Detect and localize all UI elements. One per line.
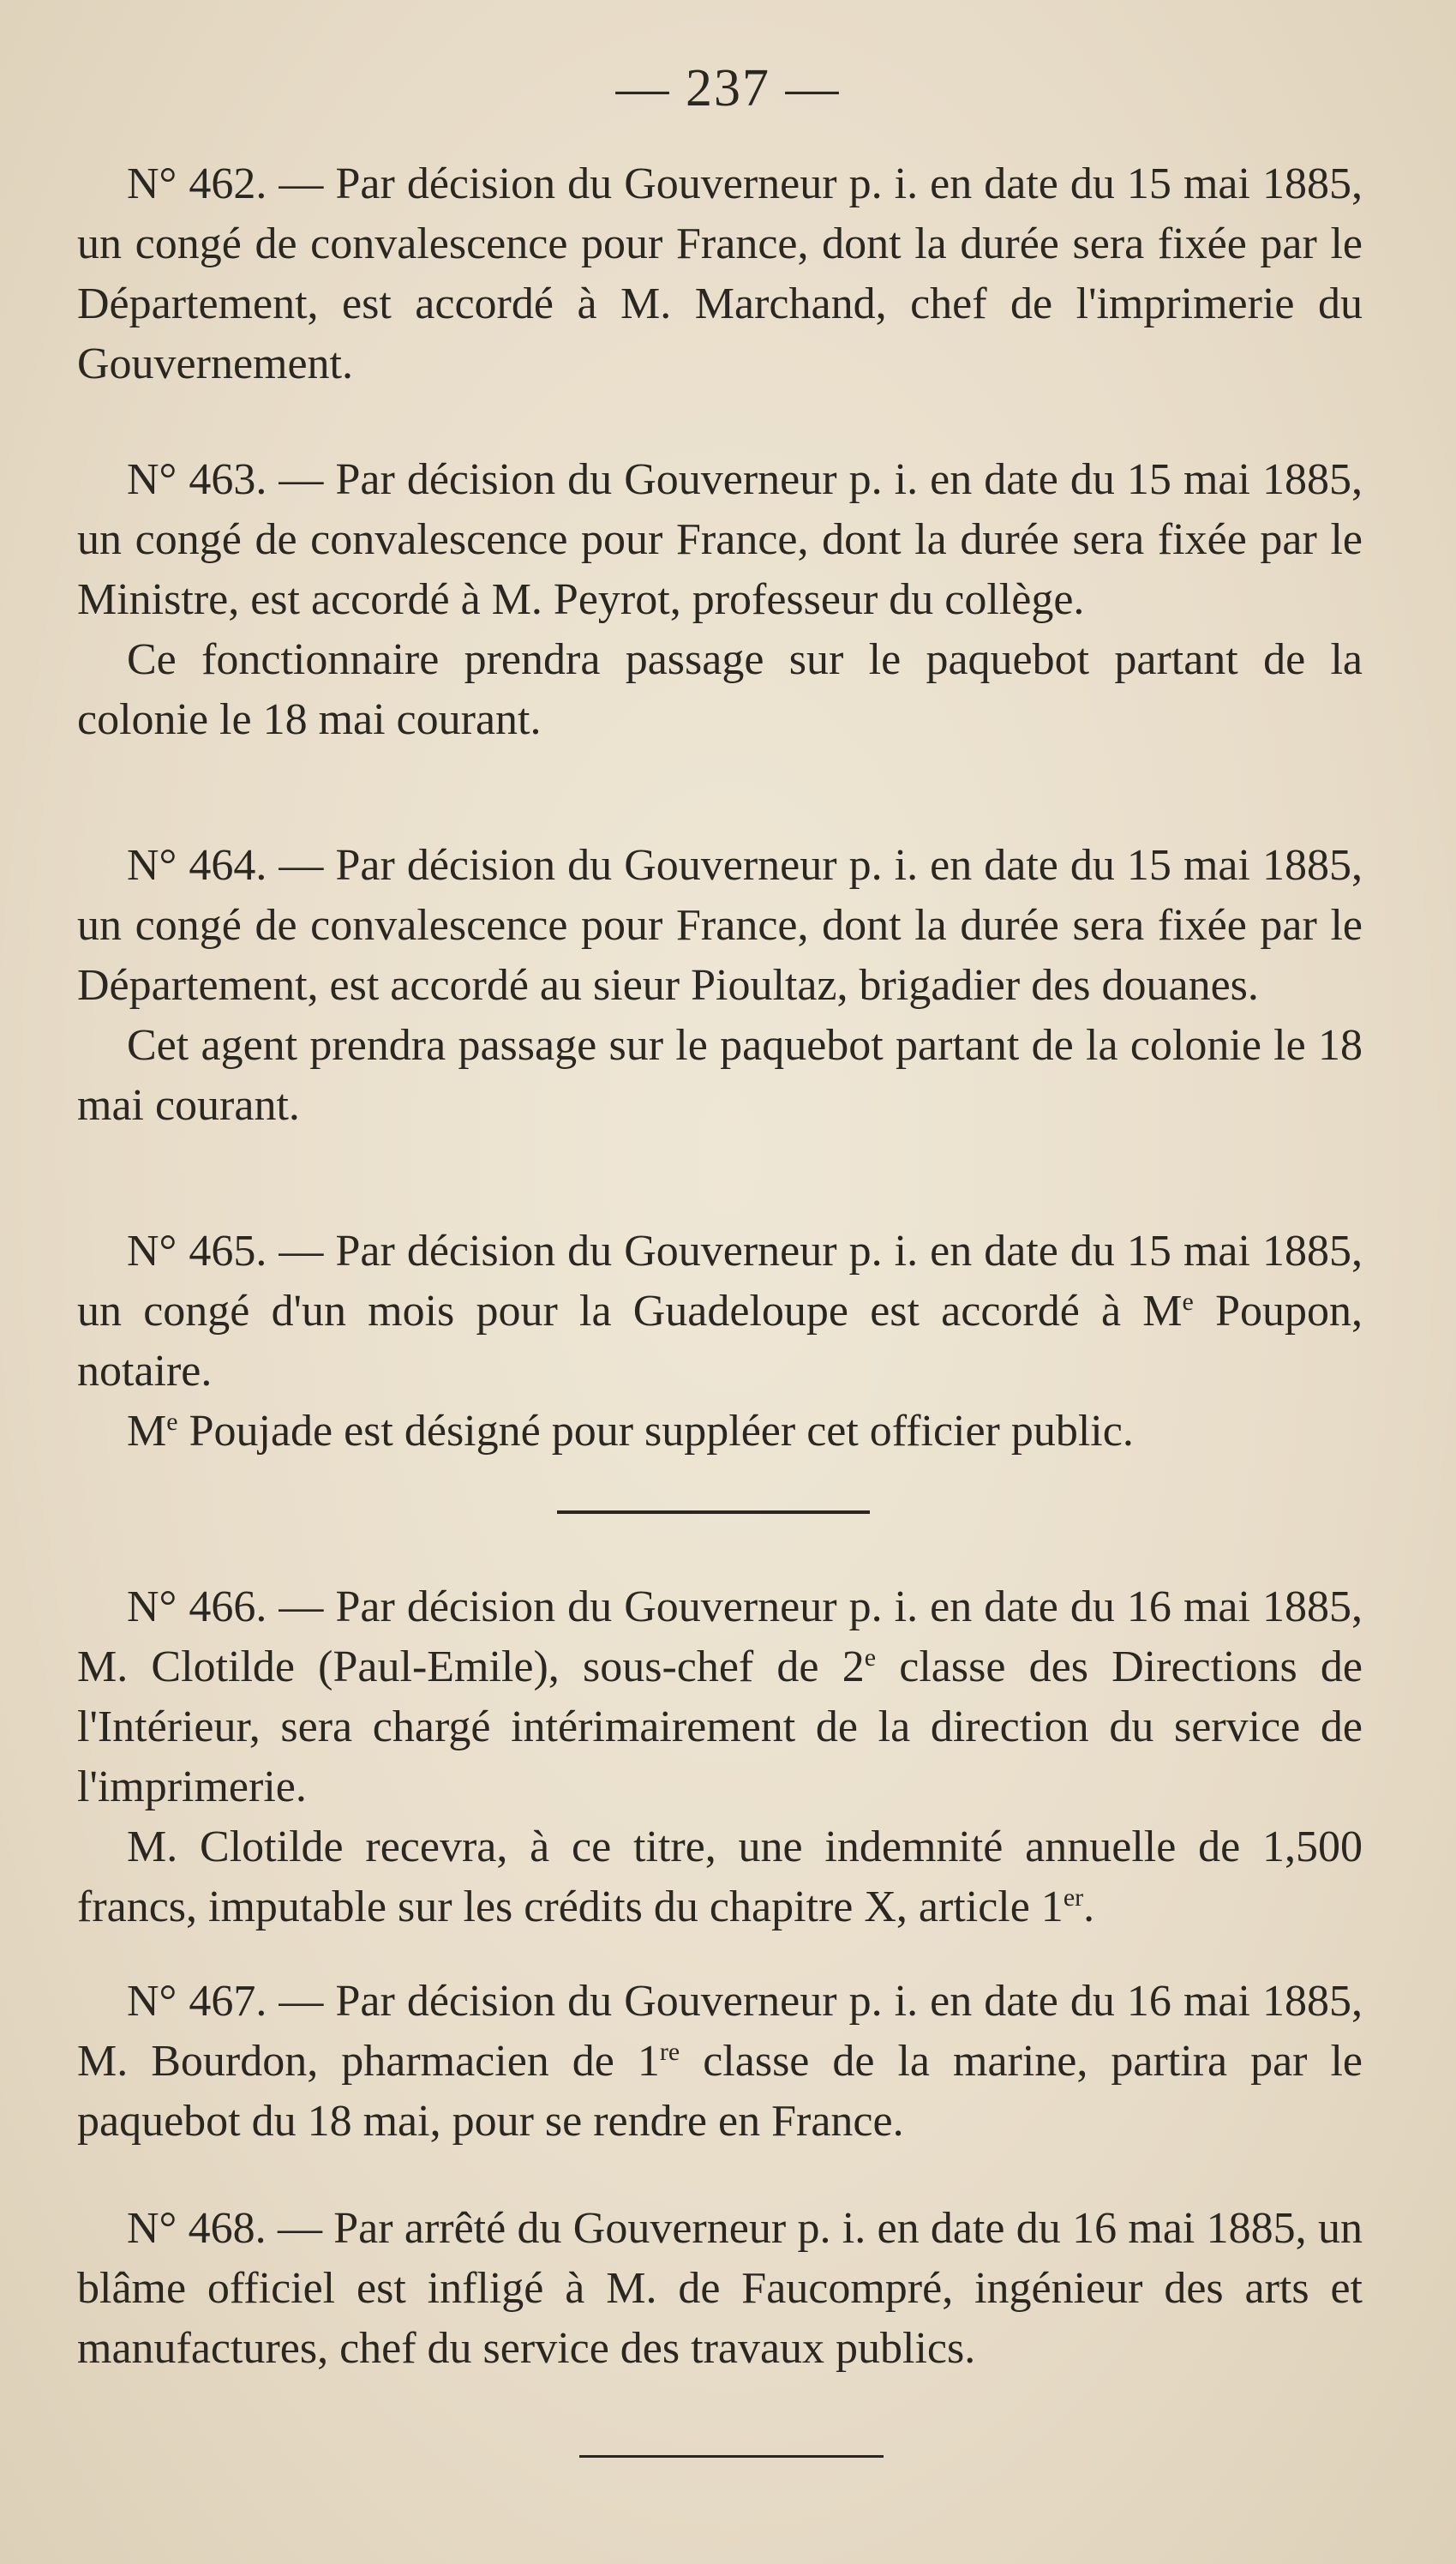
entry-paragraph (77, 1402, 1363, 1462)
entry-466 (77, 1577, 1363, 1937)
entry-paragraph: N° 462. — Par décision du Gouverneur p. i. en date du 15 mai 1885, un congé de convalescence pour France, dont la durée sera fixée par le Département, est accordé à M. Marchand, chef de l'imprimerie du Gouvernement. (77, 159, 1363, 388)
entry-paragraph (77, 1817, 1363, 1937)
entry-464 (77, 836, 1363, 1136)
page-number: — 237 — (615, 59, 841, 117)
entry-462 (77, 154, 1363, 394)
entry-paragraph: N° 468. — Par arrêté du Gouverneur p. i. en date du 16 mai 1885, un blâme officiel est infligé à M. de Faucompré, ingénieur des arts et manufactures, chef du service des travaux publics. (77, 2204, 1363, 2373)
section-divider (557, 1510, 870, 1514)
entry-paragraph: Cet agent prendra passage sur le paquebot partant de la colonie le 18 mai courant. (77, 1021, 1363, 1130)
entry-text: Poujade est désigné pour suppléer cet officier public. (189, 1407, 1134, 1456)
entry-463 (77, 450, 1363, 750)
entry-paragraph: N° 463. — Par décision du Gouverneur p. i. en date du 15 mai 1885, un congé de convalescence pour France, dont la durée sera fixée par le Ministre, est accordé à M. Peyrot, professeur du collège. (77, 455, 1363, 624)
superscript: e (1182, 1288, 1194, 1316)
entry-text: M (127, 1407, 167, 1456)
entry-paragraph (77, 1972, 1363, 2152)
entry-text: N° 467. — Par décision du Gouverneur p. i. en date du 16 mai 1885, M. Bourdon, pharmacien de 1 (77, 1977, 1363, 2086)
superscript: er (1063, 1883, 1084, 1912)
entry-paragraph: N° 464. — Par décision du Gouverneur p. i. en date du 15 mai 1885, un congé de convalescence pour France, dont la durée sera fixée par le Département, est accordé au sieur Pioultaz, brigadier des douanes. (77, 841, 1363, 1010)
entry-text: M. Clotilde recevra, à ce titre, une indemnité annuelle de 1,500 francs, imputable sur les crédits du chapitre X, article 1 (77, 1822, 1363, 1931)
entry-text: N° 465. — Par décision du Gouverneur p. i. en date du 15 mai 1885, un congé d'un mois pour la Guadeloupe est accordé à M (77, 1227, 1363, 1336)
entry-465 (77, 1222, 1363, 1462)
entry-467 (77, 1972, 1363, 2152)
entry-text: classe de la marine, partira par le paquebot du 18 mai, pour se rendre en France. (77, 2037, 1363, 2146)
superscript: e (864, 1643, 877, 1672)
entry-text: Poupon, notaire. (77, 1287, 1363, 1396)
entry-paragraph: Ce fonctionnaire prendra passage sur le paquebot partant de la colonie le 18 mai courant. (77, 635, 1363, 744)
superscript: re (659, 2038, 680, 2066)
entry-paragraph (77, 1577, 1363, 1817)
entry-text: classe des Directions de l'Intérieur, sera chargé intérimairement de la direction du service de l'imprimerie. (77, 1642, 1363, 1811)
superscript: e (166, 1408, 178, 1436)
entry-text: N° 466. — Par décision du Gouverneur p. i. en date du 16 mai 1885, M. Clotilde (Paul-Emile), sous-chef de 2 (77, 1582, 1363, 1691)
closing-divider (579, 2455, 884, 2458)
entry-paragraph (77, 1222, 1363, 1402)
entry-text: . (1083, 1882, 1095, 1931)
entry-468 (77, 2199, 1363, 2379)
